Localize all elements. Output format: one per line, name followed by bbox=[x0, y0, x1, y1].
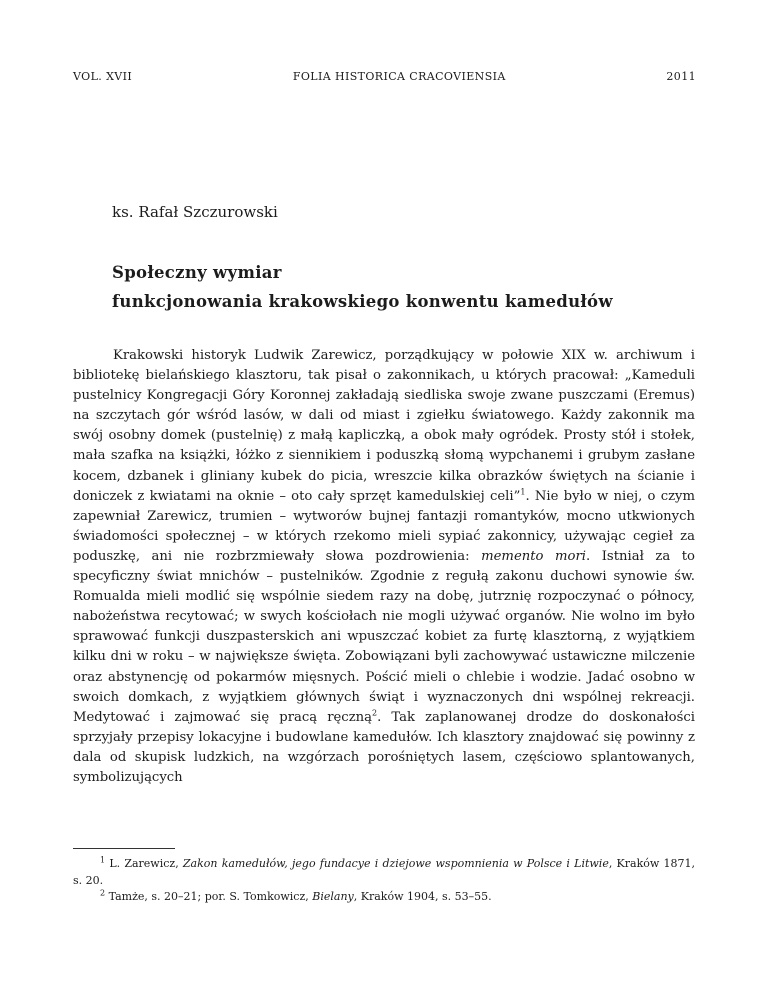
footnote-1 bbox=[73, 856, 695, 889]
footnote-1-text-a: L. Zarewicz, bbox=[109, 857, 183, 870]
title-line-1: Społeczny wymiar bbox=[112, 263, 282, 282]
body-paragraph bbox=[73, 346, 695, 788]
footnote-2-number: 2 bbox=[100, 888, 106, 898]
footnote-ref-2[interactable]: 2 bbox=[372, 708, 378, 718]
footnote-2 bbox=[73, 889, 695, 906]
body-text-part-3: . Istniał za to specyficzny świat mnichów – pustelników. Zgodnie z regułą zakonu duchowi synowie św. Romualda mieli modlić się wspólnie siedem razy na dobę, jutrznię rozpoczynać o północy, nabożeństwa recytować; w swych kościołach nie mogli używać organów. Nie wolno im było sprawować funkcji duszpasterskich ani wpuszczać kobiet za furtę klasztorną, z wyjątkiem kilku dni w roku – w największe święta. Zobowiązani byli zachowywać ustawiczne milczenie oraz abstynencję od pokarmów mięsnych. Pościć mieli o chlebie i wodzie. Jadać osobno w swoich domkach, z wyjątkiem głównych świąt i wyznaczonych dni wspólnej rekreacji. Medytować i zajmować się pracą ręczną bbox=[73, 548, 695, 725]
body-text-part-1: Krakowski historyk Ludwik Zarewicz, porządkujący w połowie XIX w. archiwum i bibliotekę bielańskiego klasztoru, tak pisał o zakonnikach, u których pracował: „Kameduli pustelnicy Kongregacji Góry Koronnej zakładają siedliska swoje zwane puszczami (Eremus) na szczytach gór wśród lasów, w dali od miast i zgiełku światowego. Każdy zakonnik ma swój osobny domek (pustelnię) z małą kapliczką, a obok mały ogródek. Prosty stół i stołek, mała szafka na książki, łóżko z siennikiem i poduszką słomą wypchanemi i grubym zasłane kocem, dzbanek i gliniany kubek do picia, wreszcie kilka obrazków świętych na ścianie i doniczek z kwiatami na oknie – oto cały sprzęt kamedulskiej celi” bbox=[73, 348, 695, 504]
footnotes bbox=[73, 856, 695, 906]
footnote-2-text-a: Tamże, s. 20–21; por. S. Tomkowicz, bbox=[108, 890, 313, 903]
journal-name: FOLIA HISTORICA CRACOVIENSIA bbox=[292, 70, 506, 83]
footnote-2-text-b: , Kraków 1904, s. 53–55. bbox=[353, 890, 492, 903]
author-name: ks. Rafał Szczurowski bbox=[112, 203, 278, 221]
body-text-part-4: . Tak zaplanowanej drodze do doskonałości sprzyjały przepisy lokacyjne i budowlane kamedułów. Ich klasztory znajdować się powinny z dala od skupisk ludzkich, na wzgórzach porośniętych lasem, częściowo splantowanych, symbolizujących bbox=[73, 709, 695, 785]
footnote-1-text-b: , Kraków 1871, s. 20. bbox=[73, 857, 695, 887]
italic-phrase: memento mori bbox=[481, 548, 586, 564]
title-line-2: funkcjonowania krakowskiego konwentu kamedułów bbox=[112, 292, 613, 311]
footnote-ref-1[interactable]: 1 bbox=[520, 487, 526, 497]
footnote-2-italic: Bielany bbox=[312, 890, 354, 903]
running-header bbox=[73, 70, 696, 83]
publication-year: 2011 bbox=[666, 70, 696, 83]
footnote-divider bbox=[73, 848, 175, 849]
volume-number: VOL. XVII bbox=[73, 70, 133, 83]
footnote-1-italic: Zakon kamedułów, jego fundacye i dziejowe wspomnienia w Polsce i Litwie bbox=[182, 857, 609, 870]
body-text-part-2: . Nie było w niej, o czym zapewniał Zarewicz, trumien – wytworów bujnej fantazji romantyków, mocno utkwionych świadomości społecznej – w których rzekomo mieli sypiać zakonnicy, używając cegieł za poduszkę, ani nie rozbrzmiewały słowa pozdrowienia: bbox=[73, 488, 695, 564]
article-title bbox=[112, 258, 712, 316]
footnote-1-number: 1 bbox=[100, 855, 106, 865]
